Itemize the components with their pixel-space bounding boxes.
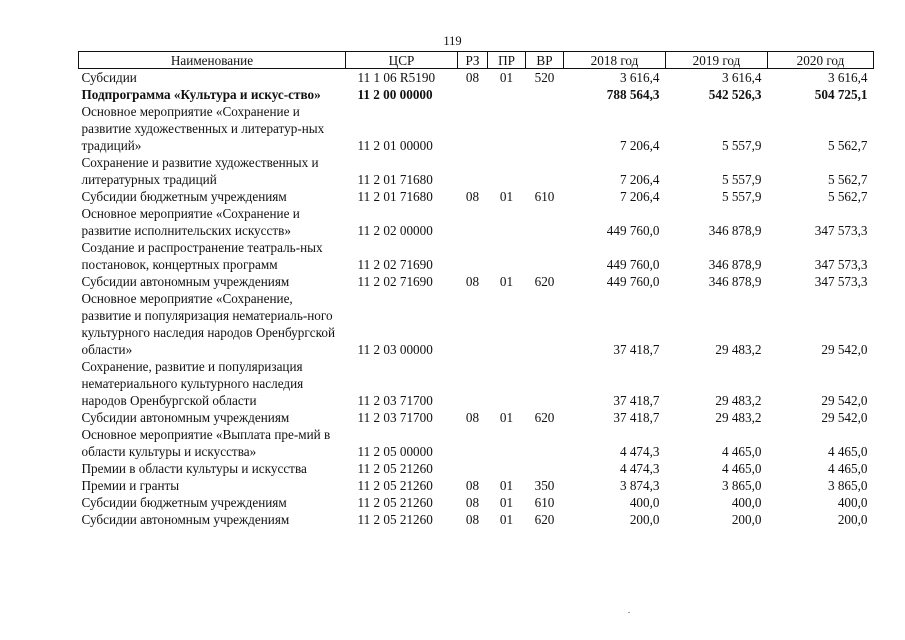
table-row: [79, 86, 874, 103]
row-2019: 3 865,0: [721, 478, 762, 493]
row-vr: 620: [534, 410, 555, 425]
row-2019: 5 557,9: [721, 172, 762, 187]
row-rz: 08: [465, 70, 480, 85]
row-2020: 3 616,4: [827, 70, 868, 85]
row-vr: [526, 205, 564, 239]
row-2018: 37 418,7: [613, 342, 660, 357]
row-pr: [488, 460, 526, 477]
row-pr: 01: [499, 512, 514, 527]
row-name: Субсидии бюджетным учреждениям: [81, 495, 287, 510]
row-csr: 11 1 06 R5190: [357, 70, 436, 85]
table-row: [79, 103, 874, 154]
row-2018: 788 564,3: [606, 87, 660, 102]
row-vr: [526, 290, 564, 358]
row-rz: [458, 426, 488, 460]
header-pr: ПР: [488, 52, 526, 69]
table-row: [79, 188, 874, 205]
row-2019: 5 557,9: [721, 189, 762, 204]
row-rz: [458, 460, 488, 477]
row-2018: 37 418,7: [613, 393, 660, 408]
row-name: Подпрограмма «Культура и искус-ство»: [81, 87, 321, 102]
row-rz: [458, 239, 488, 273]
row-vr: 610: [534, 495, 555, 510]
row-name: Основное мероприятие «Сохранение и развитие художественных и литератур-ных традиций»: [81, 104, 325, 153]
row-vr: 520: [534, 70, 555, 85]
row-name: Сохранение, развитие и популяризация нематериального культурного наследия народов Оренбургской области: [81, 359, 304, 408]
row-2018: 7 206,4: [619, 189, 660, 204]
row-2019: 3 616,4: [721, 70, 762, 85]
row-2020: 29 542,0: [821, 393, 868, 408]
row-name: Субсидии: [81, 70, 137, 85]
row-pr: 01: [499, 189, 514, 204]
row-rz: 08: [465, 495, 480, 510]
row-pr: 01: [499, 495, 514, 510]
table-row: [79, 69, 874, 87]
row-2019: 542 526,3: [708, 87, 762, 102]
row-rz: [458, 290, 488, 358]
row-csr: 11 2 03 71700: [357, 410, 433, 425]
row-csr: 11 2 01 71680: [357, 189, 433, 204]
row-csr: 11 2 05 21260: [357, 461, 433, 476]
row-2019: 29 483,2: [715, 410, 762, 425]
table-row: [79, 205, 874, 239]
row-2018: 449 760,0: [606, 223, 660, 238]
row-2019: 29 483,2: [715, 393, 762, 408]
header-2018: 2018 год: [564, 52, 666, 69]
row-2019: 200,0: [731, 512, 762, 527]
row-2020: 347 573,3: [814, 257, 868, 272]
table-row: [79, 154, 874, 188]
row-vr: 620: [534, 274, 555, 289]
row-2019: 4 465,0: [721, 461, 762, 476]
row-pr: 01: [499, 274, 514, 289]
row-pr: 01: [499, 410, 514, 425]
row-pr: [488, 290, 526, 358]
row-rz: [458, 205, 488, 239]
row-rz: 08: [465, 274, 480, 289]
row-vr: 350: [534, 478, 555, 493]
row-name: Сохранение и развитие художественных и литературных традиций: [81, 155, 319, 187]
row-2018: 3 616,4: [619, 70, 660, 85]
row-vr: [526, 154, 564, 188]
row-name: Субсидии автономным учреждениям: [81, 512, 290, 527]
table-row: [79, 460, 874, 477]
row-2020: 400,0: [837, 495, 868, 510]
row-pr: [488, 154, 526, 188]
row-name: Субсидии бюджетным учреждениям: [81, 189, 287, 204]
row-2018: 37 418,7: [613, 410, 660, 425]
row-2018: 449 760,0: [606, 274, 660, 289]
budget-table: [78, 51, 874, 528]
scan-speck: [628, 612, 630, 613]
row-2018: 400,0: [629, 495, 660, 510]
row-csr: 11 2 00 00000: [357, 87, 433, 102]
row-rz: 08: [465, 410, 480, 425]
row-2020: 3 865,0: [827, 478, 868, 493]
table-row: [79, 409, 874, 426]
row-name: Основное мероприятие «Выплата пре-мий в области культуры и искусства»: [81, 427, 331, 459]
row-pr: [488, 103, 526, 154]
row-2019: 29 483,2: [715, 342, 762, 357]
row-name: Субсидии автономным учреждениям: [81, 274, 290, 289]
row-csr: 11 2 03 71700: [357, 393, 433, 408]
row-2020: 4 465,0: [827, 444, 868, 459]
header-2020: 2020 год: [768, 52, 874, 69]
header-2019: 2019 год: [666, 52, 768, 69]
row-2018: 4 474,3: [619, 461, 660, 476]
row-pr: [488, 205, 526, 239]
header-name: Наименование: [79, 52, 346, 69]
row-2020: 5 562,7: [827, 189, 868, 204]
table-row: [79, 494, 874, 511]
row-name: Субсидии автономным учреждениям: [81, 410, 290, 425]
row-2020: 29 542,0: [821, 410, 868, 425]
row-csr: 11 2 05 00000: [357, 444, 433, 459]
table-row: [79, 511, 874, 528]
row-csr: 11 2 05 21260: [357, 495, 433, 510]
header-rz: РЗ: [458, 52, 488, 69]
row-2020: 347 573,3: [814, 223, 868, 238]
row-pr: [488, 239, 526, 273]
row-2018: 449 760,0: [606, 257, 660, 272]
row-2020: 29 542,0: [821, 342, 868, 357]
row-pr: [488, 86, 526, 103]
row-2019: 400,0: [731, 495, 762, 510]
row-csr: 11 2 03 00000: [357, 342, 433, 357]
row-vr: [526, 103, 564, 154]
row-2019: 4 465,0: [721, 444, 762, 459]
row-vr: [526, 86, 564, 103]
header-vr: ВР: [526, 52, 564, 69]
row-vr: [526, 426, 564, 460]
row-pr: [488, 358, 526, 409]
header-csr: ЦСР: [346, 52, 458, 69]
row-vr: [526, 239, 564, 273]
table-row: [79, 290, 874, 358]
row-2020: 5 562,7: [827, 172, 868, 187]
table-row: [79, 426, 874, 460]
row-2018: 200,0: [629, 512, 660, 527]
row-2019: 346 878,9: [708, 257, 762, 272]
row-2019: 346 878,9: [708, 274, 762, 289]
row-csr: 11 2 02 00000: [357, 223, 433, 238]
row-vr: 620: [534, 512, 555, 527]
table-body: [79, 69, 874, 529]
table-row: [79, 273, 874, 290]
row-rz: 08: [465, 512, 480, 527]
row-csr: 11 2 05 21260: [357, 512, 433, 527]
row-name: Премии и гранты: [81, 478, 180, 493]
row-2020: 200,0: [837, 512, 868, 527]
row-2020: 4 465,0: [827, 461, 868, 476]
row-csr: 11 2 02 71690: [357, 274, 433, 289]
row-rz: [458, 103, 488, 154]
table-header-row: [79, 52, 874, 69]
table-row: [79, 239, 874, 273]
row-csr: 11 2 01 00000: [357, 138, 433, 153]
row-2020: 504 725,1: [814, 87, 868, 102]
row-pr: 01: [499, 478, 514, 493]
row-2019: 346 878,9: [708, 223, 762, 238]
row-name: Создание и распространение театраль-ных постановок, концертных программ: [81, 240, 323, 272]
row-name: Основное мероприятие «Сохранение и развитие исполнительских искусств»: [81, 206, 300, 238]
row-2020: 5 562,7: [827, 138, 868, 153]
page-number: 119: [443, 34, 462, 48]
row-2018: 4 474,3: [619, 444, 660, 459]
row-rz: [458, 358, 488, 409]
row-vr: 610: [534, 189, 555, 204]
row-vr: [526, 358, 564, 409]
table-row: [79, 358, 874, 409]
row-csr: 11 2 05 21260: [357, 478, 433, 493]
row-2020: 347 573,3: [814, 274, 868, 289]
row-rz: 08: [465, 189, 480, 204]
table-row: [79, 477, 874, 494]
row-2019: 5 557,9: [721, 138, 762, 153]
row-2018: 3 874,3: [619, 478, 660, 493]
row-rz: [458, 154, 488, 188]
row-rz: 08: [465, 478, 480, 493]
row-rz: [458, 86, 488, 103]
row-csr: 11 2 02 71690: [357, 257, 433, 272]
row-2018: 7 206,4: [619, 172, 660, 187]
row-vr: [526, 460, 564, 477]
row-name: Основное мероприятие «Сохранение, развитие и популяризация нематериаль-ного культурного наследия народов Оренбургской области»: [81, 291, 335, 357]
row-2018: 7 206,4: [619, 138, 660, 153]
row-name: Премии в области культуры и искусства: [81, 461, 307, 476]
row-pr: [488, 426, 526, 460]
row-pr: 01: [499, 70, 514, 85]
row-csr: 11 2 01 71680: [357, 172, 433, 187]
